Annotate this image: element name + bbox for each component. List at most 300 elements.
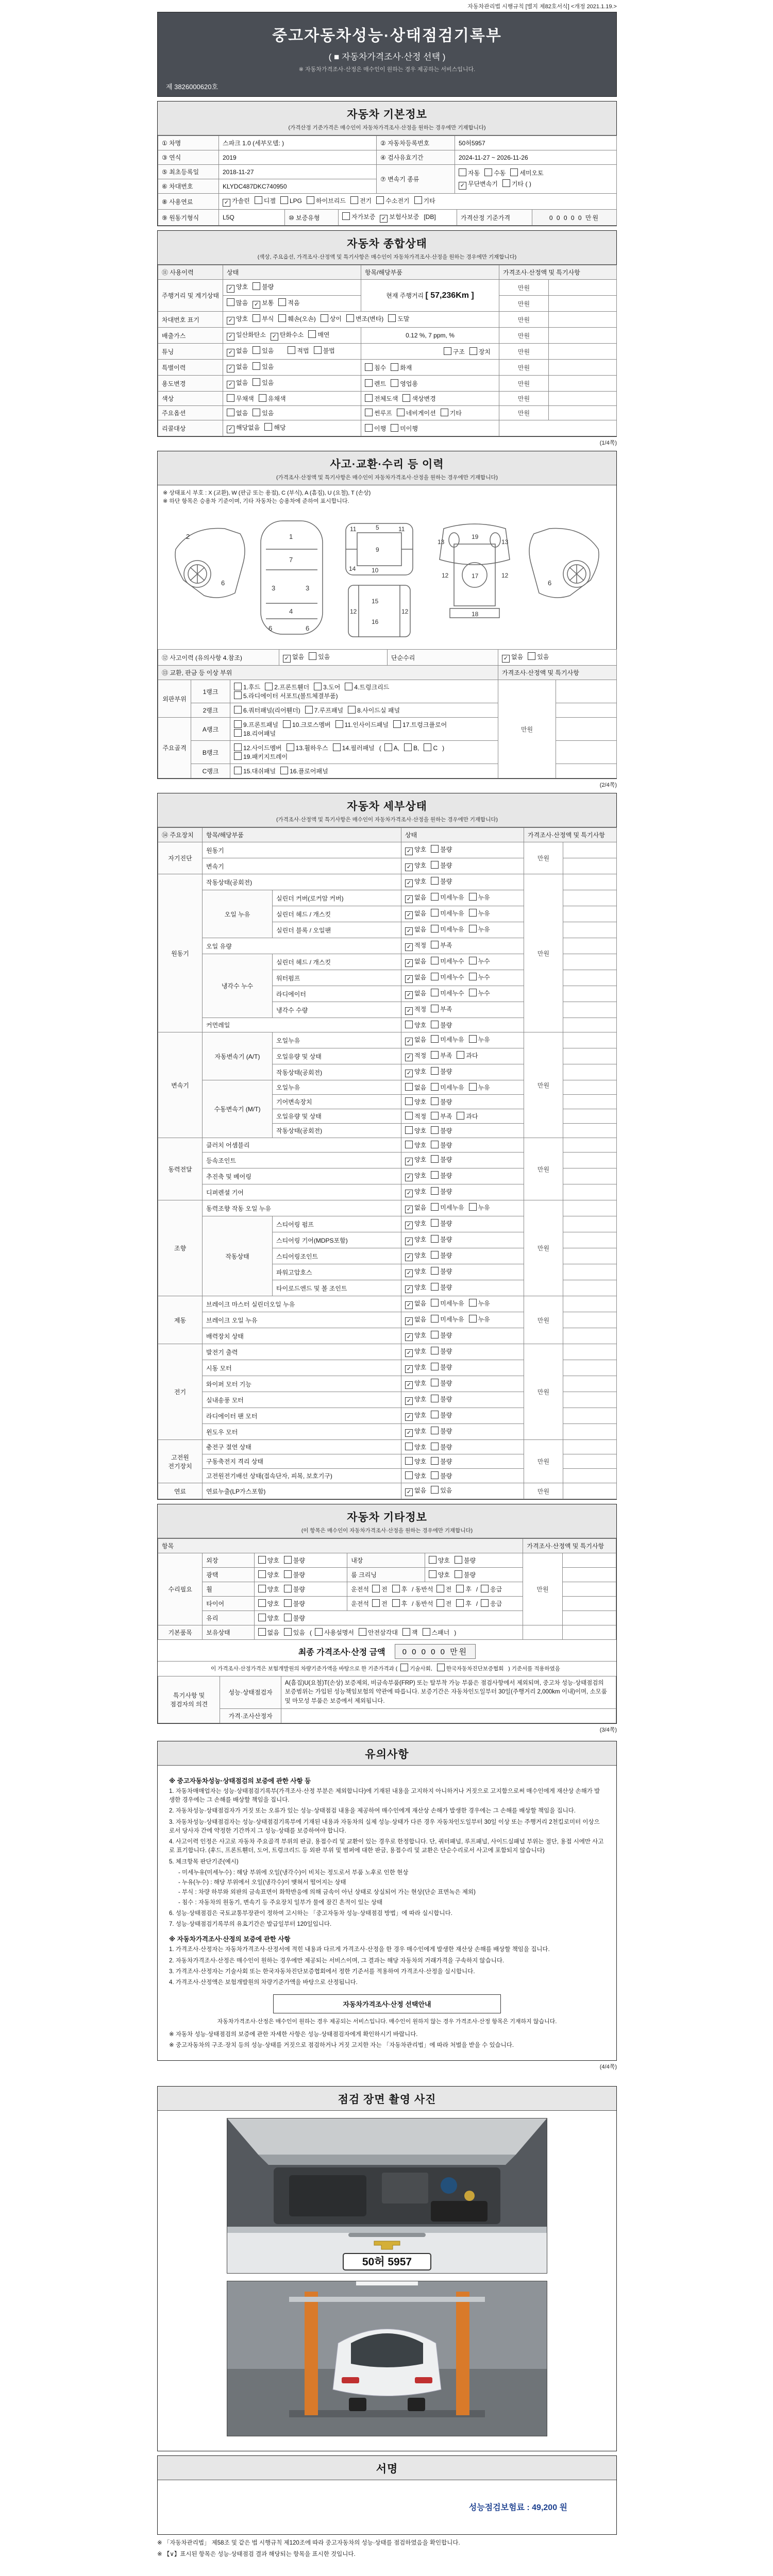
checkbox[interactable] xyxy=(234,683,242,690)
checkbox[interactable]: ✓ xyxy=(405,975,413,983)
checkbox[interactable] xyxy=(469,1203,477,1211)
checkbox[interactable]: ✓ xyxy=(405,1381,413,1389)
checkbox-item xyxy=(431,1051,452,1060)
checkbox[interactable] xyxy=(431,1141,439,1148)
checkbox[interactable] xyxy=(365,424,373,432)
checkbox[interactable]: ✓ xyxy=(405,1429,413,1437)
svg-text:19: 19 xyxy=(472,533,479,540)
special-history-state xyxy=(223,360,361,376)
checkbox[interactable] xyxy=(400,1664,408,1671)
checkbox[interactable] xyxy=(431,1187,439,1195)
checkbox[interactable]: ✓ xyxy=(405,879,413,887)
checkbox[interactable] xyxy=(265,683,273,690)
transmission-options-row2 xyxy=(459,179,613,190)
checkbox[interactable] xyxy=(253,378,260,386)
checkbox[interactable]: ✓ xyxy=(405,943,413,951)
note-cell xyxy=(556,741,617,764)
checkbox[interactable] xyxy=(431,1411,439,1418)
note-cell xyxy=(556,703,617,718)
checkbox[interactable] xyxy=(305,706,313,714)
checkbox[interactable] xyxy=(284,1628,292,1636)
checkbox[interactable] xyxy=(431,1219,439,1227)
checkbox[interactable] xyxy=(258,1599,266,1607)
checkbox[interactable] xyxy=(431,1155,439,1163)
checkbox-item xyxy=(436,1599,452,1608)
checkbox[interactable] xyxy=(469,893,477,901)
checkbox[interactable]: ✓ xyxy=(405,1253,413,1261)
checkbox[interactable] xyxy=(431,1395,439,1402)
checkbox[interactable]: ✓ xyxy=(405,1349,413,1357)
checkbox[interactable] xyxy=(436,1599,444,1607)
checkbox[interactable] xyxy=(258,1556,266,1564)
checkbox[interactable] xyxy=(431,1457,439,1465)
checkbox[interactable] xyxy=(431,941,439,948)
price-cell: 만원 xyxy=(499,312,549,328)
checkbox[interactable] xyxy=(278,314,286,322)
checkbox[interactable] xyxy=(484,168,492,176)
checkbox[interactable] xyxy=(431,877,439,885)
checkbox[interactable]: ✓ xyxy=(405,1301,413,1309)
interior-label: 내장 xyxy=(347,1553,425,1568)
checkbox[interactable] xyxy=(510,168,518,176)
checkbox-item xyxy=(431,1411,452,1419)
checkbox[interactable] xyxy=(431,1005,439,1012)
checkbox[interactable] xyxy=(429,1556,436,1564)
checkbox-item xyxy=(405,1141,426,1149)
checkbox-item xyxy=(405,1331,426,1341)
checkbox[interactable] xyxy=(234,743,242,751)
checkbox-label: 양호 xyxy=(414,1127,427,1134)
checkbox[interactable]: ✓ xyxy=(405,1238,413,1245)
checkbox[interactable] xyxy=(431,1083,439,1091)
checkbox[interactable] xyxy=(234,691,242,699)
checkbox[interactable] xyxy=(469,1315,477,1323)
checkbox-label: 전 xyxy=(381,1586,388,1593)
tuning-kinds xyxy=(361,344,499,360)
checkbox[interactable]: ✓ xyxy=(405,1333,413,1341)
svg-text:12: 12 xyxy=(350,608,357,615)
checkbox[interactable] xyxy=(436,1585,444,1592)
checkbox-label: 있음 xyxy=(293,1629,305,1636)
checkbox[interactable] xyxy=(405,1457,413,1465)
checkbox[interactable] xyxy=(365,363,373,371)
checkbox[interactable]: ✓ xyxy=(405,1070,413,1077)
note-cell xyxy=(563,1454,617,1469)
checkbox[interactable]: ✓ xyxy=(405,1222,413,1229)
checkbox[interactable]: ✓ xyxy=(459,182,466,190)
checkbox[interactable] xyxy=(333,743,341,751)
checkbox[interactable] xyxy=(314,683,322,690)
checkbox[interactable] xyxy=(402,394,410,402)
checkbox[interactable] xyxy=(431,1471,439,1479)
checkbox[interactable]: ✓ xyxy=(227,381,234,388)
checkbox-label: 11.인사이드패널 xyxy=(344,721,389,728)
checkbox[interactable] xyxy=(444,347,451,355)
checkbox-item xyxy=(469,1035,490,1044)
section-signature xyxy=(157,2455,617,2535)
checkbox[interactable] xyxy=(321,314,328,322)
checkbox[interactable]: ✓ xyxy=(405,1206,413,1213)
checkbox[interactable] xyxy=(342,212,350,220)
checkbox-item xyxy=(405,1363,426,1373)
checkbox[interactable] xyxy=(391,363,398,371)
checkbox[interactable]: ✓ xyxy=(405,1413,413,1421)
checkbox[interactable] xyxy=(255,196,262,204)
signature-area[interactable] xyxy=(158,2480,616,2534)
checkbox-item xyxy=(223,196,250,207)
checkbox[interactable]: ✓ xyxy=(405,1488,413,1496)
checkbox[interactable] xyxy=(431,893,439,901)
checkbox[interactable]: ✓ xyxy=(283,655,291,663)
checkbox[interactable] xyxy=(469,347,477,355)
inline-text: / 동반석 xyxy=(412,1600,433,1607)
checkbox[interactable] xyxy=(431,1331,439,1338)
checkbox[interactable] xyxy=(258,1585,266,1592)
checkbox[interactable] xyxy=(481,1599,489,1607)
checkbox[interactable] xyxy=(431,1363,439,1370)
checkbox-label: 후 xyxy=(465,1600,472,1607)
checkbox[interactable] xyxy=(402,1628,410,1636)
checkbox[interactable] xyxy=(431,1235,439,1243)
checkbox[interactable] xyxy=(528,652,535,660)
warranty-options xyxy=(339,210,457,226)
checkbox-label: 불량 xyxy=(440,1142,452,1149)
checkbox[interactable]: ✓ xyxy=(405,1190,413,1197)
checkbox[interactable] xyxy=(307,196,314,204)
checkbox[interactable] xyxy=(431,1203,439,1211)
checkbox[interactable] xyxy=(391,424,398,432)
checkbox-label: 양호 xyxy=(267,1615,279,1622)
checkbox[interactable] xyxy=(431,1126,439,1134)
checkbox-label: 누유 xyxy=(478,1204,490,1211)
checkbox-label: 기타 xyxy=(423,197,435,205)
item-label: 오일누유 xyxy=(273,1032,401,1048)
checkbox[interactable] xyxy=(431,1347,439,1354)
checkbox[interactable] xyxy=(431,1171,439,1179)
vin-mark-state xyxy=(223,312,499,328)
note-cell xyxy=(563,1424,617,1440)
checkbox[interactable]: ✓ xyxy=(405,848,413,855)
checkbox[interactable] xyxy=(469,909,477,917)
checkbox[interactable]: ✓ xyxy=(405,1007,413,1015)
checkbox[interactable] xyxy=(431,1427,439,1434)
checkbox-item xyxy=(227,314,248,325)
checkbox[interactable] xyxy=(405,1141,413,1148)
checkbox[interactable] xyxy=(405,1471,413,1479)
item-label: 실내송풍 모터 xyxy=(203,1392,401,1408)
checkbox[interactable] xyxy=(469,1299,477,1307)
checkbox[interactable] xyxy=(372,1599,380,1607)
checkbox[interactable] xyxy=(431,1251,439,1259)
note-cell xyxy=(563,1264,617,1280)
checkbox[interactable] xyxy=(431,957,439,964)
checkbox[interactable] xyxy=(346,314,354,322)
item-label: 오일유량 및 상태 xyxy=(273,1109,401,1124)
checkbox[interactable] xyxy=(359,1628,366,1636)
checkbox[interactable]: ✓ xyxy=(405,1038,413,1045)
checkbox[interactable] xyxy=(284,1556,292,1564)
checkbox[interactable]: ✓ xyxy=(405,991,413,999)
checkbox[interactable] xyxy=(376,196,384,204)
checkbox[interactable] xyxy=(431,1112,439,1120)
checkbox[interactable] xyxy=(309,652,316,660)
checkbox[interactable] xyxy=(502,179,510,187)
checkbox-label: 누유 xyxy=(478,1316,490,1323)
item-state xyxy=(401,1469,524,1483)
checkbox[interactable] xyxy=(456,1599,464,1607)
checkbox-item xyxy=(431,1097,452,1106)
checkbox[interactable] xyxy=(280,196,288,204)
checkbox[interactable] xyxy=(284,1585,292,1592)
checkbox-item xyxy=(405,989,426,999)
checkbox[interactable] xyxy=(284,1614,292,1621)
checkbox[interactable]: ✓ xyxy=(405,1158,413,1165)
checkbox-item xyxy=(431,1187,452,1196)
checkbox[interactable] xyxy=(384,743,392,751)
checkbox[interactable] xyxy=(392,1585,400,1592)
note-cell xyxy=(549,376,617,392)
checkbox[interactable]: ✓ xyxy=(405,927,413,935)
checkbox[interactable] xyxy=(431,989,439,996)
checkbox-label: 양호 xyxy=(414,878,427,885)
checkbox[interactable] xyxy=(365,409,373,416)
checkbox[interactable] xyxy=(431,1035,439,1043)
checkbox[interactable] xyxy=(431,1283,439,1291)
checkbox[interactable]: ✓ xyxy=(405,959,413,967)
checkbox[interactable] xyxy=(405,1112,413,1120)
item-state xyxy=(401,1376,524,1392)
checkbox[interactable] xyxy=(227,394,234,402)
checkbox[interactable]: ✓ xyxy=(405,895,413,903)
checkbox-label: 화재 xyxy=(400,364,412,371)
checkbox[interactable] xyxy=(431,973,439,980)
checkbox-label: 2.프론트휀더 xyxy=(274,684,310,691)
checkbox[interactable] xyxy=(431,909,439,917)
checkbox[interactable] xyxy=(469,973,477,980)
checkbox-item xyxy=(405,1203,426,1213)
subgroup-label: 수동변속기 (M/T) xyxy=(203,1080,273,1138)
checkbox[interactable] xyxy=(392,1599,400,1607)
checkbox[interactable] xyxy=(481,1585,489,1592)
note-cell xyxy=(549,328,617,344)
checkbox[interactable] xyxy=(459,168,466,176)
photos-title: 점검 장면 촬영 사진 xyxy=(338,2094,436,2106)
checkbox[interactable] xyxy=(287,743,294,751)
item-label: 시동 모터 xyxy=(203,1360,401,1376)
checkbox[interactable] xyxy=(455,1556,462,1564)
exchange-price-header: 가격조사·산정액 및 특기사항 xyxy=(498,666,617,680)
checkbox-item xyxy=(405,1347,426,1357)
checkbox[interactable] xyxy=(388,314,396,322)
checkbox[interactable] xyxy=(431,1021,439,1028)
price-cell: 만원 xyxy=(499,280,549,296)
checkbox[interactable] xyxy=(431,845,439,853)
checkbox[interactable] xyxy=(431,1379,439,1386)
checkbox[interactable]: ✓ xyxy=(227,349,234,357)
section-accident-history xyxy=(157,451,617,779)
checkbox[interactable] xyxy=(469,957,477,964)
checkbox[interactable] xyxy=(441,409,448,416)
checkbox-item xyxy=(431,877,452,886)
checkbox[interactable] xyxy=(278,298,286,306)
checkbox[interactable] xyxy=(469,1083,477,1091)
item-state xyxy=(401,1080,524,1095)
checkbox-label: 불량 xyxy=(440,1236,452,1243)
checkbox-label: 불량 xyxy=(440,1098,452,1106)
checkbox[interactable] xyxy=(469,925,477,933)
checkbox[interactable] xyxy=(431,925,439,933)
checkbox[interactable] xyxy=(404,743,412,751)
checkbox[interactable] xyxy=(308,330,316,338)
checkbox[interactable] xyxy=(253,362,260,370)
checkbox[interactable] xyxy=(335,720,343,728)
checkbox[interactable] xyxy=(431,861,439,869)
item-label: 연료누출(LP가스포함) xyxy=(203,1483,401,1499)
checkbox[interactable] xyxy=(431,1299,439,1307)
checkbox[interactable] xyxy=(431,1486,439,1494)
checkbox-item xyxy=(265,683,309,691)
checkbox[interactable] xyxy=(414,196,422,204)
checkbox[interactable] xyxy=(234,720,242,728)
checkbox[interactable] xyxy=(234,767,242,774)
checkbox[interactable] xyxy=(259,394,266,402)
checkbox[interactable] xyxy=(372,1585,380,1592)
checkbox-label: 누수 xyxy=(478,990,490,997)
item-label: 디퍼렌셜 기어 xyxy=(203,1184,401,1200)
checkbox[interactable] xyxy=(350,196,358,204)
checkbox[interactable] xyxy=(431,1067,439,1075)
main-option-state xyxy=(223,406,361,420)
checkbox[interactable] xyxy=(397,409,405,416)
checkbox[interactable] xyxy=(280,767,288,774)
checkbox[interactable] xyxy=(405,1126,413,1134)
checkbox[interactable] xyxy=(405,1083,413,1091)
checkbox-item xyxy=(234,729,276,738)
accident-title: 사고·교환·수리 등 이력 xyxy=(330,459,444,470)
checkbox[interactable] xyxy=(345,683,352,690)
checkbox[interactable]: ✓ xyxy=(405,1174,413,1181)
checkbox[interactable] xyxy=(234,752,242,760)
checkbox[interactable] xyxy=(469,989,477,996)
checkbox[interactable] xyxy=(253,409,260,416)
checkbox[interactable]: ✓ xyxy=(227,317,234,325)
checkbox[interactable]: ✓ xyxy=(227,426,234,433)
checkbox[interactable] xyxy=(348,706,356,714)
checkbox[interactable]: ✓ xyxy=(253,301,260,309)
checkbox[interactable] xyxy=(227,409,234,416)
checkbox[interactable] xyxy=(431,1315,439,1323)
checkbox[interactable]: ✓ xyxy=(405,863,413,871)
checkbox-label: 양호 xyxy=(414,1348,427,1355)
checkbox[interactable] xyxy=(431,1267,439,1275)
insurance-fee-value: 49,200 원 xyxy=(532,2503,567,2513)
checkbox[interactable] xyxy=(258,1614,266,1621)
checkbox[interactable] xyxy=(423,1628,430,1636)
checkbox[interactable] xyxy=(437,1664,445,1671)
checkbox-item xyxy=(405,1219,426,1229)
item-state xyxy=(401,1360,524,1376)
checkbox-item xyxy=(510,168,543,177)
item-label: 와이퍼 모터 기능 xyxy=(203,1376,401,1392)
checkbox[interactable] xyxy=(234,729,242,737)
checkbox[interactable]: ✓ xyxy=(227,365,234,372)
checkbox[interactable] xyxy=(253,314,260,322)
checkbox[interactable]: ✓ xyxy=(380,215,388,223)
note-cell xyxy=(563,1360,617,1376)
item-state xyxy=(401,1095,524,1109)
checkbox[interactable]: ✓ xyxy=(405,1054,413,1061)
checkbox[interactable] xyxy=(284,1570,292,1578)
checkbox[interactable] xyxy=(258,1628,266,1636)
checkbox[interactable] xyxy=(405,1021,413,1028)
checkbox[interactable]: ✓ xyxy=(227,285,234,293)
checkbox-label: 없음 xyxy=(414,958,427,965)
checkbox[interactable] xyxy=(431,1443,439,1450)
checkbox-item xyxy=(431,1155,452,1164)
checkbox-label: 18.리어패널 xyxy=(243,730,276,737)
checkbox[interactable] xyxy=(431,1051,439,1059)
checkbox[interactable] xyxy=(457,1112,464,1120)
checkbox-item xyxy=(431,1457,452,1466)
checkbox[interactable] xyxy=(314,346,322,354)
checkbox-label: 후 xyxy=(401,1600,408,1607)
checkbox[interactable] xyxy=(253,282,260,290)
checkbox[interactable] xyxy=(405,1097,413,1105)
checkbox[interactable] xyxy=(234,706,242,714)
checkbox[interactable]: ✓ xyxy=(405,1317,413,1325)
checkbox[interactable] xyxy=(469,1035,477,1043)
checkbox-label: 양호 xyxy=(414,1098,427,1106)
checkbox[interactable] xyxy=(456,1585,464,1592)
checkbox[interactable] xyxy=(424,743,431,751)
checkbox[interactable] xyxy=(405,1443,413,1450)
checkbox-label: 과다 xyxy=(466,1113,478,1120)
checkbox[interactable] xyxy=(315,1628,323,1636)
checkbox[interactable]: ✓ xyxy=(405,911,413,919)
checkbox[interactable] xyxy=(455,1570,462,1578)
checkbox[interactable] xyxy=(429,1570,436,1578)
checkbox-label: 양호 xyxy=(414,1458,427,1465)
checkbox[interactable] xyxy=(431,1097,439,1105)
checkbox[interactable] xyxy=(284,1599,292,1607)
checkbox[interactable] xyxy=(288,346,295,354)
checkbox[interactable] xyxy=(283,720,291,728)
checkbox-label: 불량 xyxy=(440,1188,452,1195)
checkbox[interactable] xyxy=(253,346,260,354)
checkbox[interactable] xyxy=(365,394,373,402)
checkbox[interactable]: ✓ xyxy=(502,655,510,663)
checkbox[interactable]: ✓ xyxy=(271,333,278,341)
checkbox[interactable] xyxy=(391,379,398,387)
checkbox-item xyxy=(342,212,375,221)
checkbox[interactable] xyxy=(393,720,401,728)
checkbox-label: 불량 xyxy=(440,1022,452,1029)
special-history-kinds xyxy=(361,360,499,376)
checkbox[interactable]: ✓ xyxy=(405,1365,413,1373)
checkbox-label: 불량 xyxy=(440,1428,452,1435)
checkbox[interactable] xyxy=(264,423,272,431)
checkbox[interactable]: ✓ xyxy=(405,1269,413,1277)
checkbox[interactable]: ✓ xyxy=(405,1285,413,1293)
checkbox[interactable]: ✓ xyxy=(223,199,230,207)
checkbox[interactable] xyxy=(258,1570,266,1578)
checkbox[interactable] xyxy=(365,379,373,387)
checkbox[interactable]: ✓ xyxy=(405,1397,413,1405)
checkbox[interactable]: ✓ xyxy=(227,333,234,341)
checkbox[interactable] xyxy=(457,1051,464,1059)
basic-info-table xyxy=(158,135,617,210)
checkbox[interactable] xyxy=(227,298,234,306)
